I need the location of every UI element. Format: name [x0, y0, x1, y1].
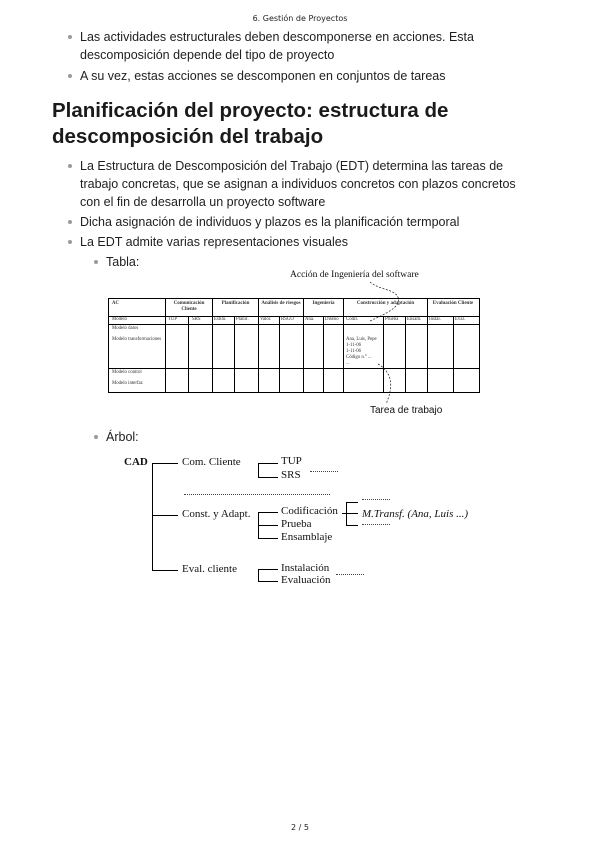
table-corner-top: AC: [112, 301, 119, 306]
table-corner-bottom: Modelo: [112, 317, 127, 322]
subcolumn-header: Instal.: [429, 317, 441, 322]
tree-node-eval-cliente: Eval. cliente: [182, 563, 237, 575]
wbs-tree: [118, 452, 518, 592]
tree-node-ensamblaje: Ensamblaje: [281, 531, 333, 543]
task-cell-line: 1-11-06: [346, 343, 362, 348]
tree-node-tup: TUP: [281, 455, 302, 467]
tree-node-srs: SRS: [281, 469, 301, 481]
tree-node-m-transf: M.Transf. (Ana, Luis ...): [362, 508, 469, 520]
sub-list-item-tabla: Tabla:: [106, 253, 306, 271]
task-cell-line: ...: [346, 361, 350, 366]
subcolumn-header: TUP: [168, 317, 178, 322]
tree-node-com-cliente: Com. Cliente: [182, 456, 241, 468]
tree-node-const-adapt: Const. y Adapt.: [182, 508, 251, 520]
subcolumn-header: Valor.: [260, 317, 272, 322]
tree-node-evaluacion: Evaluación: [281, 574, 331, 586]
subcolumn-header: Prueba: [385, 317, 399, 322]
group-header: Análisis de riesgos: [261, 301, 301, 306]
subcolumn-header: Planif.: [236, 317, 249, 322]
tree-node-prueba: Prueba: [281, 518, 312, 530]
subcolumn-header: RSGO: [281, 317, 294, 322]
row-label: Modelo control: [112, 370, 142, 375]
task-cell-line: Ana, Luis, Pepe: [346, 337, 377, 342]
list-item: La EDT admite varias representaciones visuales: [80, 233, 540, 251]
task-cell-line: Código n.° ...: [346, 355, 372, 360]
section-title: Planificación del proyecto: estructura de descomposición del trabajo: [52, 99, 449, 148]
subcolumn-header: Diseño: [325, 317, 339, 322]
list-item: Las actividades estructurales deben descomponerse en acciones. Esta descomposición depende del tipo de proyecto: [80, 28, 480, 64]
group-header: Comunicación Cliente: [173, 301, 205, 312]
group-header: Ingeniería: [312, 301, 335, 306]
sub-list-item-arbol: Árbol:: [106, 428, 306, 446]
tree-node-codificacion: Codificación: [281, 505, 338, 517]
row-label: Modelo transformaciones: [112, 337, 162, 342]
wbs-table: [108, 298, 480, 393]
subcolumn-header: SRS: [192, 317, 201, 322]
subcolumn-header: Ensam.: [407, 317, 422, 322]
tree-root: CAD: [124, 456, 148, 468]
subcolumn-header: Eval.: [455, 317, 465, 322]
subcolumn-header: Estim.: [214, 317, 227, 322]
group-header: Evaluación Cliente: [432, 301, 474, 306]
list-item: A su vez, estas acciones se descomponen en conjuntos de tareas: [80, 67, 500, 85]
list-item: La Estructura de Descomposición del Trabajo (EDT) determina las tareas de trabajo concretas, que se asignan a individuos concretos con plazos concretos con el fin de desarrolla un proyecto software: [80, 157, 535, 211]
subcolumn-header: Aná.: [305, 317, 315, 322]
page-number: 2 / 5: [291, 823, 309, 832]
annotation-task: Tarea de trabajo: [370, 405, 443, 416]
subcolumn-header: Codif.: [346, 317, 359, 322]
task-cell-line: 1-11-06: [346, 349, 362, 354]
list-item: Dicha asignación de individuos y plazos es la planificación termporal: [80, 213, 540, 231]
group-header: Planificación: [221, 301, 250, 306]
row-label: Modelo datos: [112, 326, 139, 331]
row-label: Modelo interfaz: [112, 381, 143, 386]
group-header: Construcción y adaptación: [356, 301, 415, 306]
page-header: 6. Gestión de Proyectos: [252, 14, 348, 23]
annotation-action: Acción de Ingeniería del software: [290, 270, 419, 280]
tree-node-instalacion: Instalación: [281, 562, 330, 574]
